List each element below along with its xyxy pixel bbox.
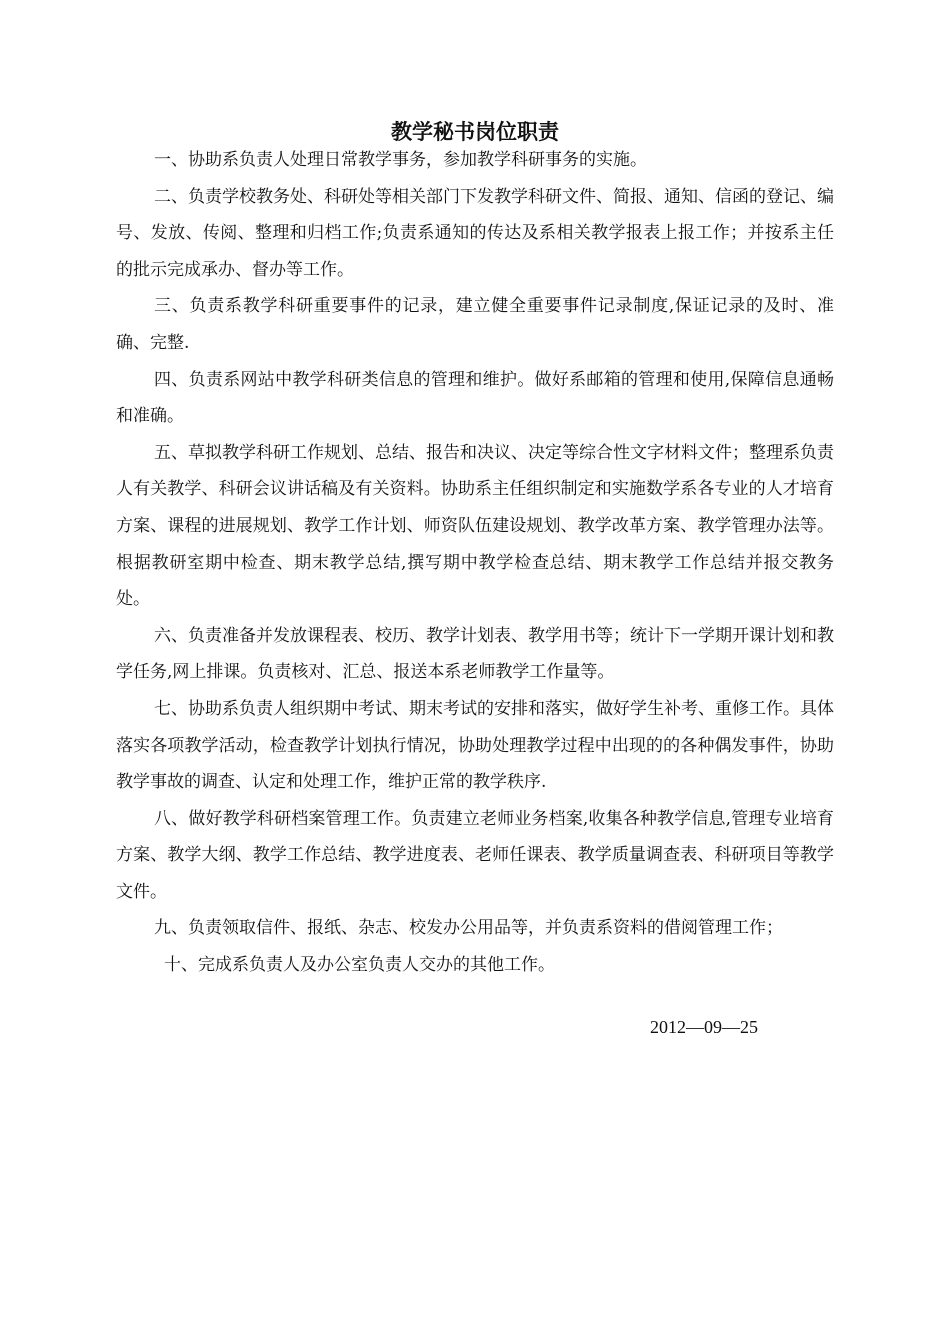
document-date: 2012—09—25 bbox=[650, 1017, 758, 1037]
duty-paragraph-8: 八、做好教学科研档案管理工作。负责建立老师业务档案,收集各种教学信息,管理专业培育方案、教学大纲、教学工作总结、教学进度表、老师任课表、教学质量调查表、科研项目等教学文件。 bbox=[116, 808, 834, 902]
duty-paragraph-4: 四、负责系网站中教学科研类信息的管理和维护。做好系邮箱的管理和使用,保障信息通畅和准确。 bbox=[116, 369, 834, 427]
duty-paragraph-3: 三、负责系教学科研重要事件的记录，建立健全重要事件记录制度,保证记录的及时、准确、完整. bbox=[116, 296, 834, 353]
document-body bbox=[116, 142, 834, 984]
duty-paragraph-9: 九、负责领取信件、报纸、杂志、校发办公用品等，并负责系资料的借阅管理工作； bbox=[154, 918, 783, 939]
duty-paragraph-2: 二、负责学校教务处、科研处等相关部门下发教学科研文件、简报、通知、信函的登记、编号、发放、传阅、整理和归档工作;负责系通知的传达及系相关教学报表上报工作；并按系主任的批示完成承办、督办等工作。 bbox=[116, 186, 834, 280]
duty-paragraph-10: 十、完成系负责人及办公室负责人交办的其他工作。 bbox=[164, 955, 555, 976]
document-title: 教学秘书岗位职责 bbox=[391, 119, 559, 144]
duty-paragraph-7: 七、协助系负责人组织期中考试、期末考试的安排和落实，做好学生补考、重修工作。具体落实各项教学活动，检查教学计划执行情况，协助处理教学过程中出现的的各种偶发事件，协助教学事故的调查、认定和处理工作，维护正常的教学秩序. bbox=[116, 698, 834, 793]
duty-paragraph-5: 五、草拟教学科研工作规划、总结、报告和决议、决定等综合性文字材料文件；整理系负责人有关教学、科研会议讲话稿及有关资料。协助系主任组织制定和实施数学系各专业的人才培育方案、课程的进展规划、教学工作计划、师资队伍建设规划、教学改革方案、教学管理办法等。根据教研室期中检查、期末教学总结,撰写期中教学检查总结、期末教学工作总结并报交教务处。 bbox=[116, 442, 834, 610]
duty-paragraph-1: 一、协助系负责人处理日常教学事务，参加教学科研事务的实施。 bbox=[154, 150, 647, 170]
duty-paragraph-6: 六、负责准备并发放课程表、校历、教学计划表、教学用书等；统计下一学期开课计划和教学任务,网上排课。负责核对、汇总、报送本系老师教学工作量等。 bbox=[116, 625, 834, 683]
